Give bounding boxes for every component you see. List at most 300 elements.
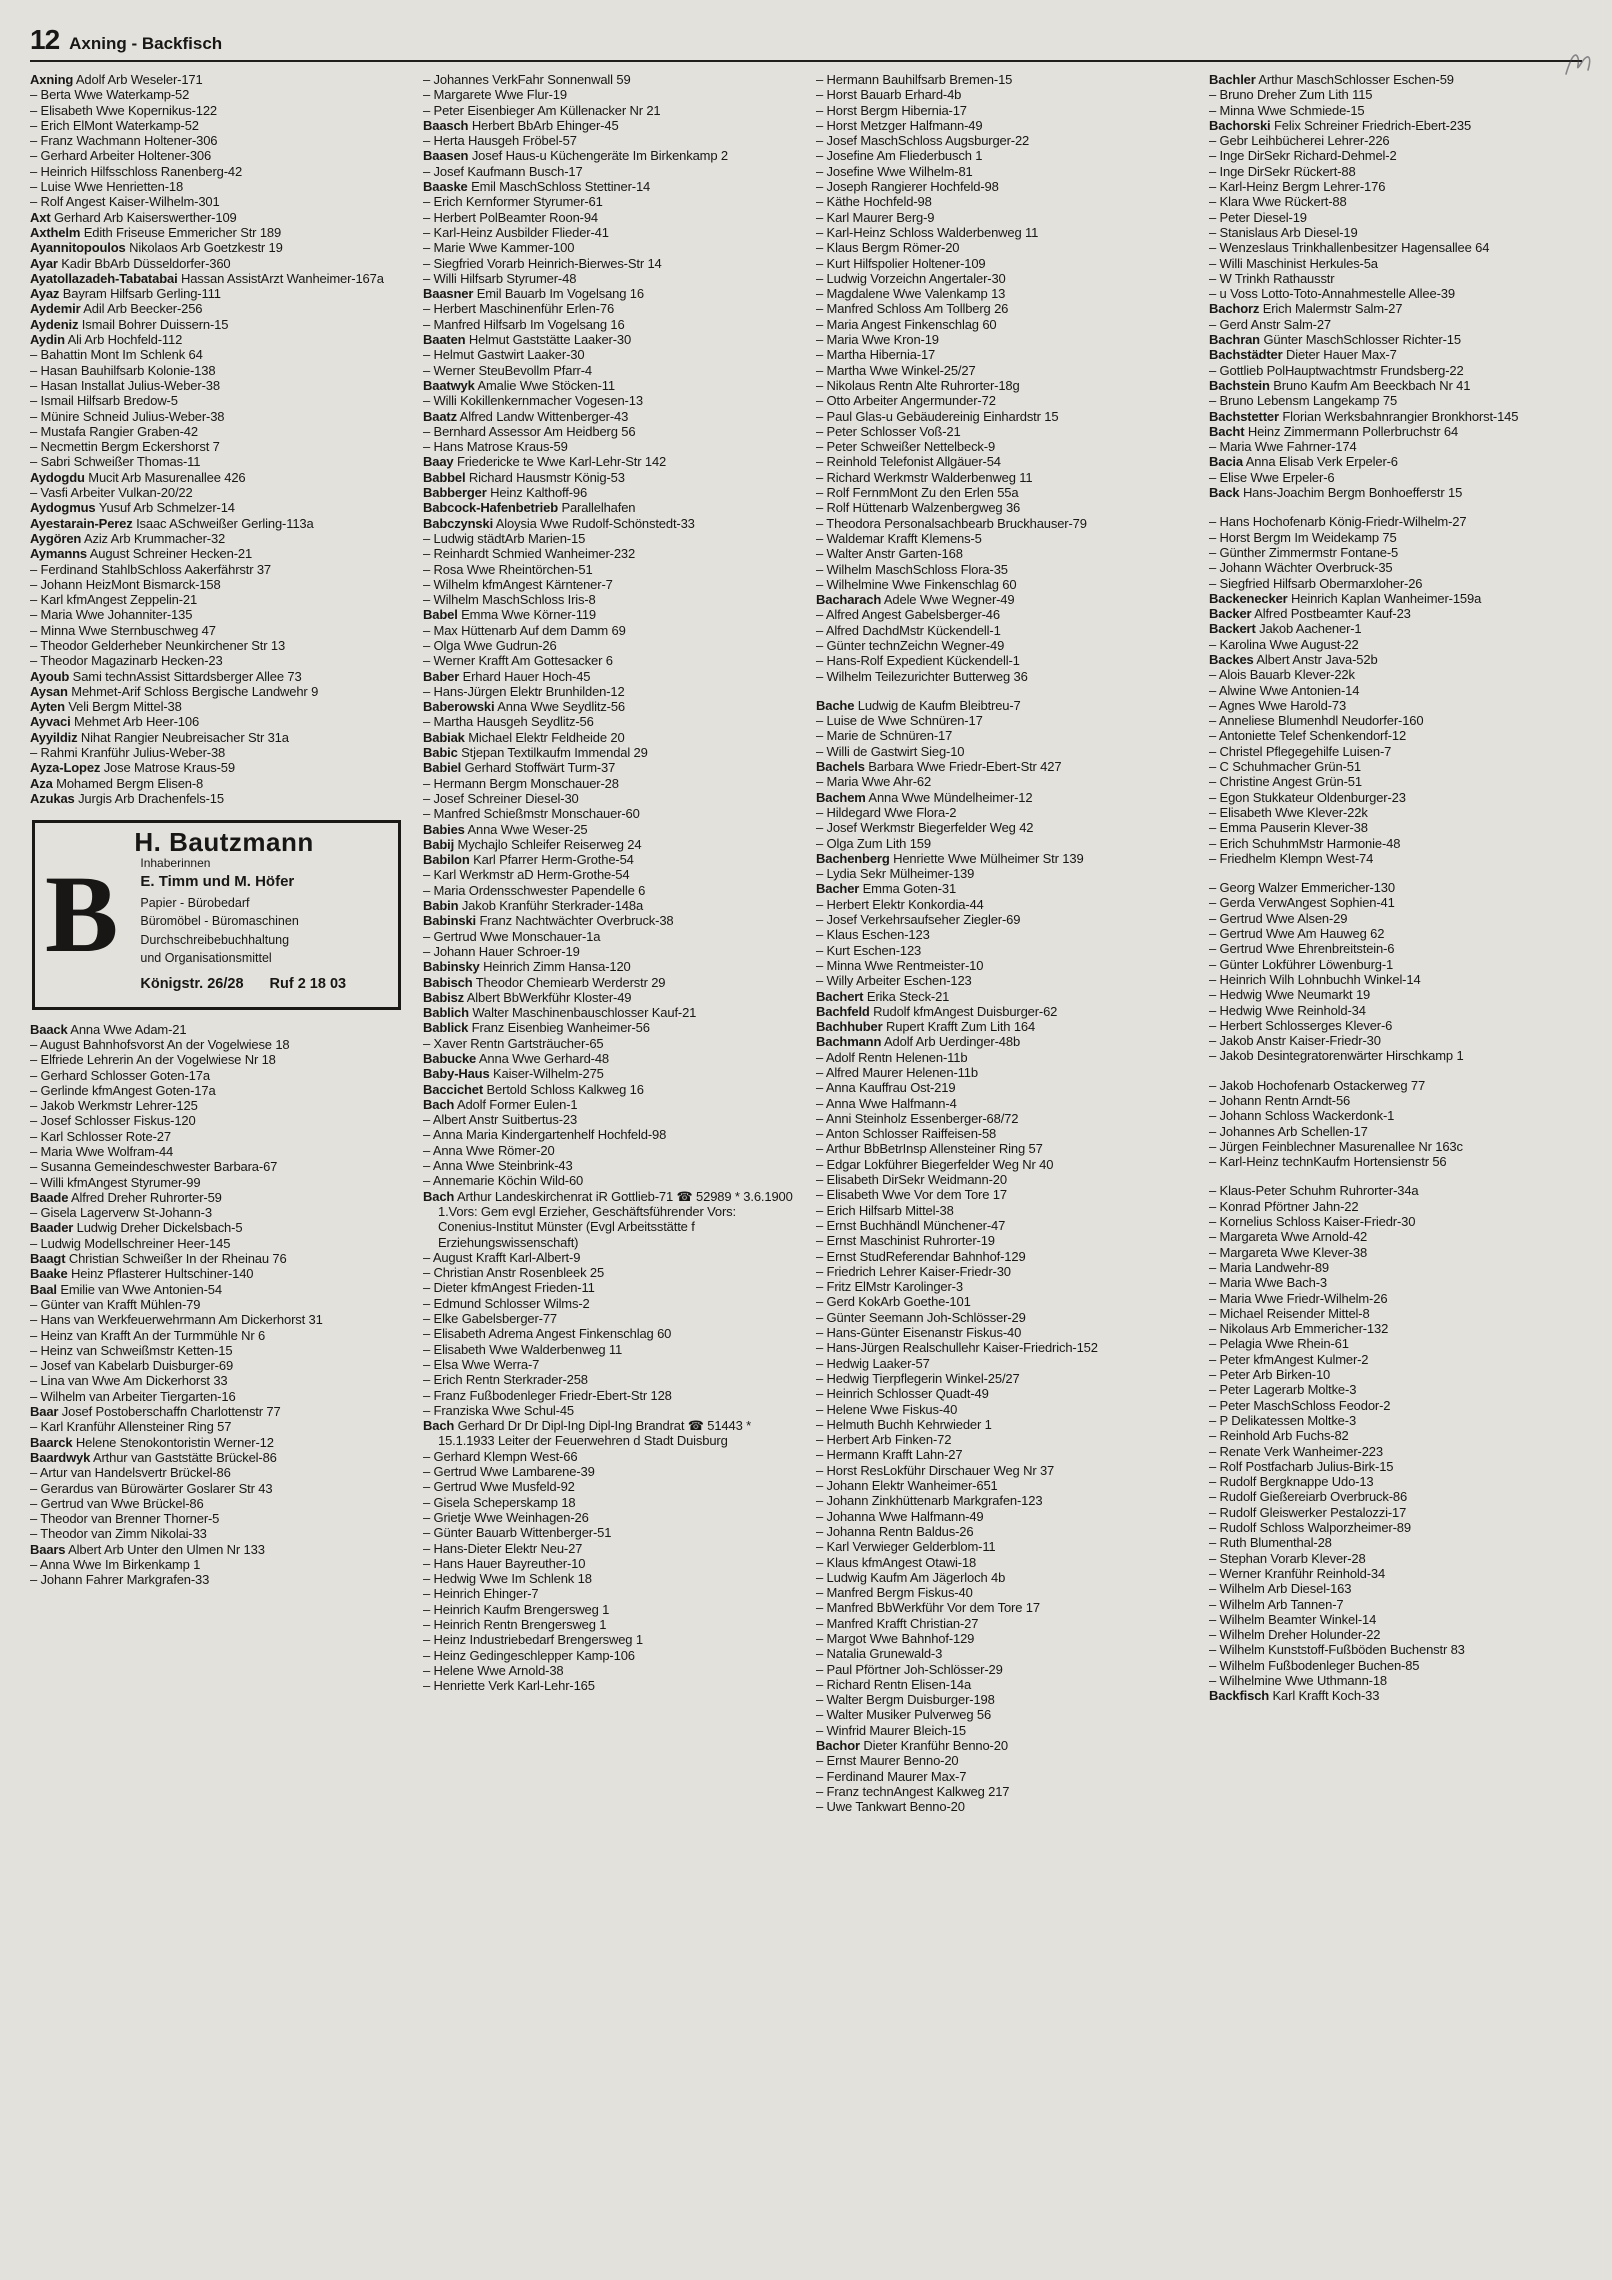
directory-entry: – Werner Kranführ Reinhold-34 [1209,1565,1386,1581]
entry-surname: Aysan [30,683,68,699]
directory-entry: – Artur van Handelsvertr Brückel-86 [30,1465,231,1481]
directory-entry: – Adolf Rentn Helenen-11b [816,1049,968,1065]
directory-entry: – Anneliese Blumenhdl Neudorfer-160 [1209,713,1424,729]
directory-entry: – Günter Lokführer Löwenburg-1 [1209,956,1394,972]
directory-entry: – Günther Zimmermstr Fontane-5 [1209,544,1399,560]
entry-surname: Axt [30,209,51,225]
directory-entry: – Karl Schlosser Rote-27 [30,1128,171,1144]
directory-entry: – Uwe Tankwart Benno-20 [816,1799,965,1815]
directory-entry: Aydogmus Yusuf Arb Schmelzer-14 [30,500,235,516]
entry-gap [1209,1169,1582,1183]
directory-entry: – Gottlieb PolHauptwachtmstr Frundsberg-22 [1209,362,1464,378]
directory-entry: – Sabri Schweißer Thomas-11 [30,454,201,470]
entry-surname: Baagt [30,1251,66,1267]
directory-entry: – Hans Hochofenarb König-Friedr-Wilhelm-27 [1209,514,1467,530]
directory-entry: – Egon Stukkateur Oldenburger-23 [1209,789,1406,805]
directory-entry: Ayatollazadeh-Tabatabai Hassan AssistArzt Wanheimer-167a [30,270,384,286]
directory-entry: – Siegfried Vorarb Heinrich-Bierwes-Str 14 [423,255,662,271]
directory-entry: – Johann Elektr Wanheimer-651 [816,1478,998,1494]
directory-entry: – Franz technAngest Kalkweg 217 [816,1783,1010,1799]
directory-entry: – Xaver Rentn Gartsträucher-65 [423,1035,604,1051]
directory-entry: – Wilhelm Fußbodenleger Buchen-85 [1209,1657,1420,1673]
directory-entry: Baatz Alfred Landw Wittenberger-43 [423,408,629,424]
entry-surname: Axthelm [30,224,81,240]
directory-entry: – Alfred DachdMstr Kückendell-1 [816,622,1001,638]
entries-block-1b [30,1022,403,1588]
directory-entry: Aysan Mehmet-Arif Schloss Bergische Landwehr 9 [30,683,319,699]
entry-surname: Axning [30,72,74,87]
directory-entry: Bach Adolf Former Eulen-1 [423,1096,578,1112]
directory-entry: – Emma Pauserin Klever-38 [1209,820,1368,836]
column-2 [423,72,796,1815]
entry-surname: Baake [30,1266,68,1282]
directory-entry: – Hermann Krafft Lahn-27 [816,1447,963,1463]
directory-entry: – Hermann Bauhilfsarb Bremen-15 [816,72,1013,87]
directory-entry: – Hildegard Wwe Flora-2 [816,804,957,820]
directory-entry: – Heinrich Kaufm Brengersweg 1 [423,1601,610,1617]
entry-surname: Baaske [423,179,468,195]
directory-entry: Babic Stjepan Textilkaufm Immendal 29 [423,745,648,761]
directory-entry: – Henriette Verk Karl-Lehr-165 [423,1678,595,1694]
directory-entry: – Helmuth Buchh Kehrwieder 1 [816,1416,992,1432]
handwritten-mark [1558,44,1598,84]
directory-entry: Babies Anna Wwe Weser-25 [423,821,588,837]
directory-entry: – Alwine Wwe Antonien-14 [1209,682,1360,698]
directory-entry: Babilon Karl Pfarrer Herm-Grothe-54 [423,852,634,868]
entry-surname: Babberger [423,485,487,501]
directory-entry: – Münire Schneid Julius-Weber-38 [30,408,225,424]
directory-entry: – Heinrich Schlosser Quadt-49 [816,1386,989,1402]
directory-entry: Bachmann Adolf Arb Uerdinger-48b [816,1034,1021,1050]
directory-entry: – Willi Kokillenkernmacher Vogesen-13 [423,393,643,409]
directory-entry: Bachels Barbara Wwe Friedr-Ebert-Str 427 [816,759,1062,775]
directory-entry: – Kornelius Schloss Kaiser-Friedr-30 [1209,1214,1416,1230]
directory-entry: – Horst Bergm Hibernia-17 [816,102,967,118]
directory-entry: Babinsky Heinrich Zimm Hansa-120 [423,959,631,975]
directory-entry: – Anna Kauffrau Ost-219 [816,1080,956,1096]
entry-surname: Ayza-Lopez [30,760,101,776]
directory-entry: – Klaus Bergm Römer-20 [816,240,960,256]
directory-entry: Bacia Anna Elisab Verk Erpeler-6 [1209,454,1398,470]
directory-entry: Aza Mohamed Bergm Elisen-8 [30,775,204,791]
directory-entry: Baars Albert Arb Unter den Ulmen Nr 133 [30,1541,265,1557]
directory-entry: Ayestarain-Perez Isaac ASchweißer Gerling-113a [30,515,314,531]
directory-entry: – Ferdinand StahlbSchloss Aakerfährstr 37 [30,561,271,577]
directory-entry: – Christine Angest Grün-51 [1209,774,1362,790]
directory-entry: – Karl-Heinz Schloss Walderbenweg 11 [816,224,1039,240]
directory-entry: – Theodora Personalsachbearb Bruckhauser-79 [816,515,1087,531]
directory-entry: – Johanna Wwe Halfmann-49 [816,1508,984,1524]
directory-entry: – Paul Pförtner Joh-Schlösser-29 [816,1661,1003,1677]
directory-entry: Baay Friedericke te Wwe Karl-Lehr-Str 142 [423,454,667,470]
entry-surname: Baade [30,1189,69,1205]
directory-entry: – August Bahnhofsvorst An der Vogelwiese 18 [30,1036,290,1052]
directory-entry: Babinski Franz Nachtwächter Overbruck-38 [423,913,674,929]
directory-entry: – Heinz van Krafft An der Turmmühle Nr 6 [30,1327,266,1343]
directory-entry: Baar Josef Postoberschaffn Charlottenstr 77 [30,1404,281,1420]
directory-entry: – Margareta Wwe Klever-38 [1209,1244,1368,1260]
entry-surname: Babcock-Hafenbetrieb [423,500,558,516]
entry-surname: Bachstetter [1209,408,1279,424]
entry-surname: Babisch [423,974,473,990]
entry-surname: Ayar [30,255,58,271]
directory-entry: – Karl-Heinz Bergm Lehrer-176 [1209,179,1386,195]
directory-entry: – Kurt Hilfspolier Holtener-109 [816,255,986,271]
entry-surname: Baasch [423,117,469,133]
entry-surname: Babczynski [423,515,494,531]
directory-entry: – Christian Anstr Rosenbleek 25 [423,1265,605,1281]
directory-entry: Backes Albert Anstr Java-52b [1209,651,1378,667]
directory-entry: Aydin Ali Arb Hochfeld-112 [30,332,183,348]
entry-surname: Bablich [423,1005,469,1021]
directory-entry: – Wilhelm MaschSchloss Iris-8 [423,592,596,608]
directory-entry: Baaske Emil MaschSchloss Stettiner-14 [423,179,651,195]
directory-entry: Babberger Heinz Kalthoff-96 [423,485,588,501]
entry-surname: Babies [423,821,465,837]
directory-entry: Ayyildiz Nihat Rangier Neubreisacher Str 31a [30,729,289,745]
directory-entry: – Heinz Gedingeschlepper Kamp-106 [423,1647,635,1663]
directory-entry: Bacharach Adele Wwe Wegner-49 [816,592,1015,608]
directory-entry: – Necmettin Bergm Eckershorst 7 [30,439,220,455]
ad-owners: E. Timm und M. Höfer [140,872,295,890]
directory-entry: – Günter van Krafft Mühlen-79 [30,1296,201,1312]
directory-entry: – Willi Maschinist Herkules-5a [1209,255,1378,271]
ad-text-block [134,827,388,993]
directory-entry: Baasch Herbert BbArb Ehinger-45 [423,117,619,133]
entry-surname: Ayvaci [30,714,71,730]
directory-entry: – Manfred BbWerkführ Vor dem Tore 17 [816,1600,1040,1616]
directory-entry: – Richard Werkmstr Walderbenweg 11 [816,469,1033,485]
directory-entry: – Walter Anstr Garten-168 [816,546,963,562]
directory-entry: – Herta Hausgeh Fröbel-57 [423,133,577,149]
directory-entry: – u Voss Lotto-Toto-Annahmestelle Allee-39 [1209,286,1455,302]
entry-surname: Ayten [30,699,65,715]
directory-entry: – Ludwig städtArb Marien-15 [423,530,586,546]
directory-entry: – Karl Maurer Berg-9 [816,209,935,225]
directory-entry: – Gertrud Wwe Ehrenbreitstein-6 [1209,941,1395,957]
entries-block-4 [1209,72,1582,1704]
directory-entry: – Werner Krafft Am Gottesacker 6 [423,653,613,669]
directory-entry: – Martha Hausgeh Seydlitz-56 [423,714,594,730]
directory-entry: – Fritz ElMstr Karolinger-3 [816,1279,963,1295]
directory-entry: Azukas Jurgis Arb Drachenfels-15 [30,790,224,806]
directory-entry: – Maria Wwe Kron-19 [816,332,939,348]
directory-entry: Babcock-Hafenbetrieb Parallelhafen [423,500,636,516]
directory-entry: – Franz Wachmann Holtener-306 [30,133,218,149]
directory-entry: Bablich Walter Maschinenbauschlosser Kauf-21 [423,1005,697,1021]
entry-surname: Baars [30,1541,66,1557]
directory-entry: – Martha Wwe Winkel-25/27 [816,362,976,378]
directory-entry: – Alois Bauarb Klever-22k [1209,667,1355,683]
directory-entry: Bachstetter Florian Werksbahnrangier Bronkhorst-145 [1209,408,1519,424]
directory-entry: – Hedwig Tierpflegerin Winkel-25/27 [816,1370,1020,1386]
directory-entry: – Anna Wwe Steinbrink-43 [423,1158,573,1174]
entry-surname: Aydogdu [30,469,85,485]
directory-entry: Axt Gerhard Arb Kaiserswerther-109 [30,209,237,225]
directory-entry: – Günter Bauarb Wittenberger-51 [423,1525,612,1541]
entry-surname: Aydogmus [30,500,96,516]
entry-surname: Babbel [423,469,466,485]
entry-surname: Bacher [816,881,860,897]
entry-surname: Baasner [423,286,474,302]
ad-service-line-3: Durchschreibebuchhaltung [140,932,290,947]
directory-entry: – Hans van Werkfeuerwehrmann Am Dickerhorst 31 [30,1312,323,1328]
entry-surname: Aydeniz [30,316,79,332]
directory-entry: – Walter Bergm Duisburger-198 [816,1692,995,1708]
entry-surname: Babij [423,836,455,852]
entry-surname: Baasen [423,148,469,164]
directory-entry: – C Schuhmacher Grün-51 [1209,759,1361,775]
entry-surname: Babic [423,745,458,761]
entry-surname: Ayatollazadeh-Tabatabai [30,270,178,286]
directory-entry: – Peter Lagerarb Moltke-3 [1209,1382,1357,1398]
directory-entry: Babel Emma Wwe Körner-119 [423,607,597,623]
directory-entry: Back Hans-Joachim Bergm Bonhoefferstr 15 [1209,485,1463,501]
directory-entry: – Maria Wwe Johanniter-135 [30,607,193,623]
directory-entry: Bachem Anna Wwe Mündelheimer-12 [816,789,1033,805]
directory-entry: – Elisabeth Wwe Walderbenweg 11 [423,1341,623,1357]
entry-surname: Babinsky [423,959,480,975]
directory-entry: – Walter Musiker Pulverweg 56 [816,1707,992,1723]
directory-entry: Ayten Veli Bergm Mittel-38 [30,699,182,715]
directory-entry: Backfisch Karl Krafft Koch-33 [1209,1688,1380,1704]
directory-entry: – Reinhardt Schmied Wanheimer-232 [423,546,636,562]
ad-company-name: H. Bautzmann [134,827,314,858]
directory-entry: – Josef Kaufmann Busch-17 [423,163,583,179]
directory-entry: – Friedhelm Klempn West-74 [1209,850,1374,866]
directory-entry: – Anton Schlosser Raiffeisen-58 [816,1126,997,1142]
directory-entry: – Friedrich Lehrer Kaiser-Friedr-30 [816,1263,1011,1279]
directory-entry: Bacher Emma Goten-31 [816,881,957,897]
directory-entry: – Gertrud Wwe Lambarene-39 [423,1464,595,1480]
entry-surname: Baardwyk [30,1449,91,1465]
directory-entry: – Erich Kernformer Styrumer-61 [423,194,603,210]
directory-entry: – Rudolf Gießereiarb Overbruck-86 [1209,1489,1408,1505]
directory-entry: – Rolf Postfacharb Julius-Birk-15 [1209,1458,1394,1474]
directory-entry: – Elsa Wwe Werra-7 [423,1356,540,1372]
directory-entry: Ayvaci Mehmet Arb Heer-106 [30,714,200,730]
directory-entry: – Karolina Wwe August-22 [1209,636,1359,652]
directory-entry: – Vasfi Arbeiter Vulkan-20/22 [30,485,193,501]
directory-entry: – Winfrid Maurer Bleich-15 [816,1722,966,1738]
directory-entry: – Reinhold Arb Fuchs-82 [1209,1428,1349,1444]
entry-surname: Bachorski [1209,117,1271,133]
directory-entry: – Minna Wwe Rentmeister-10 [816,957,984,973]
entry-surname: Bache [816,697,855,713]
entry-surname: Bach [423,1096,455,1112]
entry-surname: Bachenberg [816,850,890,866]
directory-entry: – Franziska Wwe Schul-45 [423,1402,575,1418]
entry-surname: Babel [423,607,458,623]
directory-entry: – Joseph Rangierer Hochfeld-98 [816,179,999,195]
directory-entry: Backer Alfred Postbeamter Kauf-23 [1209,606,1411,622]
directory-entry: – Erich SchuhmMstr Harmonie-48 [1209,835,1401,851]
directory-entry: – Wilhelm Arb Diesel-163 [1209,1581,1352,1597]
entry-surname: Baar [30,1404,59,1420]
entry-surname: Baatz [423,408,457,424]
directory-entry: Babisch Theodor Chemiearb Werderstr 29 [423,974,666,990]
directory-entry: Baberowski Anna Wwe Seydlitz-56 [423,699,626,715]
directory-entry: Bacht Heinz Zimmermann Pollerbruchstr 64 [1209,423,1459,439]
directory-entry: Babucke Anna Wwe Gerhard-48 [423,1051,609,1066]
directory-entry: – Ernst Buchhändl Münchener-47 [816,1217,1006,1233]
directory-entry: – Heinz van Schweißmstr Ketten-15 [30,1342,233,1358]
directory-entry: – Gerd KokArb Goethe-101 [816,1294,971,1310]
directory-entry: – Gerd Anstr Salm-27 [1209,316,1331,332]
directory-entry: – Alfred Maurer Helenen-11b [816,1065,978,1080]
ad-service-line-4: und Organisationsmittel [140,951,272,966]
directory-entry: – Hermann Bergm Monschauer-28 [423,775,619,791]
directory-entry: – Werner SteuBevollm Pfarr-4 [423,362,592,378]
entry-surname: Babisz [423,989,465,1005]
entry-surname: Bachem [816,789,866,805]
directory-entry: – Rudolf Schloss Walporzheimer-89 [1209,1520,1411,1536]
directory-entry: – Josef van Kabelarb Duisburger-69 [30,1358,234,1374]
directory-entry: – Elisabeth Wwe Klever-22k [1209,804,1368,820]
directory-entry: – Max Hüttenarb Auf dem Damm 69 [423,622,626,638]
directory-entry: – Gebr Leihbücherei Lehrer-226 [1209,133,1390,149]
directory-entry: – Margot Wwe Bahnhof-129 [816,1630,975,1646]
directory-entry: – Jakob Hochofenarb Ostackerweg 77 [1209,1077,1426,1093]
entry-surname: Aymanns [30,546,87,562]
entry-surname: Babiel [423,760,462,776]
entry-surname: Baatwyk [423,377,475,393]
directory-entry: Backert Jakob Aachener-1 [1209,621,1362,637]
directory-entry: – Reinhold Telefonist Allgäuer-54 [816,454,1001,470]
directory-entry: Babij Mychajlo Schleifer Reiserweg 24 [423,836,642,852]
directory-entry: – Rosa Wwe Rheintörchen-51 [423,561,593,577]
directory-entry: – Herbert Elektr Konkordia-44 [816,896,984,912]
directory-entry: – Klara Wwe Rückert-88 [1209,194,1347,210]
directory-entry: – Horst Metzger Halfmann-49 [816,117,983,133]
directory-entry: – Wenzeslaus Trinkhallenbesitzer Hagensallee 64 [1209,240,1490,256]
directory-entry: Bachenberg Henriette Wwe Mülheimer Str 139 [816,850,1084,866]
entry-surname: Baack [30,1021,68,1037]
directory-entry: – Annemarie Köchin Wild-60 [423,1173,584,1189]
directory-entry: – Peter Schlosser Voß-21 [816,423,961,439]
directory-entry: – Gertrud Wwe Monschauer-1a [423,928,601,944]
ad-footer [140,977,388,992]
directory-entry: – Gertrud Wwe Alsen-29 [1209,910,1348,926]
directory-entry: – Wilhelm van Arbeiter Tiergarten-16 [30,1388,236,1404]
directory-entry: – Willy Arbeiter Eschen-123 [816,973,972,989]
entry-gap [1209,866,1582,880]
directory-entry: – Josef Verkehrsaufseher Ziegler-69 [816,912,1021,928]
directory-entry: – Heinrich Ehinger-7 [423,1586,539,1602]
directory-entry: – Wilhelm Dreher Holunder-22 [1209,1627,1381,1643]
entry-surname: Backer [1209,606,1252,622]
directory-entry: – Horst Bauarb Erhard-4b [816,87,962,103]
entry-surname: Baby-Haus [423,1066,490,1082]
directory-entry: – Wilhelmine Wwe Finkenschlag 60 [816,576,1017,592]
directory-entry: – Anna Maria Kindergartenhelf Hochfeld-98 [423,1127,667,1143]
directory-entry: – Klaus-Peter Schuhm Ruhrorter-34a [1209,1183,1419,1199]
directory-entry: – Gerda VerwAngest Sophien-41 [1209,895,1395,911]
directory-entry: – Johann Wächter Overbruck-35 [1209,560,1393,576]
directory-entry: – Elisabeth Adrema Angest Finkenschlag 60 [423,1326,672,1342]
directory-entry: Baaten Helmut Gaststätte Laaker-30 [423,332,632,348]
directory-entry: – Albert Anstr Suitbertus-23 [423,1112,578,1128]
entry-surname: Bachler [1209,72,1256,87]
entry-surname: Babucke [423,1051,477,1066]
directory-entry: – Maria Landwehr-89 [1209,1259,1329,1275]
directory-entry: Aydeniz Ismail Bohrer Duissern-15 [30,316,229,332]
directory-entry: Bablick Franz Eisenbieg Wanheimer-56 [423,1020,650,1036]
directory-entry: – Rolf FernmMont Zu den Erlen 55a [816,485,1019,501]
directory-entry: – Hedwig Wwe Reinhold-34 [1209,1002,1366,1018]
entry-gap [816,684,1189,698]
directory-entry: – Kurt Eschen-123 [816,942,922,958]
directory-entry: – Edgar Lokführer Biegerfelder Weg Nr 40 [816,1156,1054,1172]
entry-surname: Babilon [423,852,470,868]
entry-surname: Bacia [1209,454,1243,470]
directory-entry: – Erich ElMont Waterkamp-52 [30,117,199,133]
directory-entry: – Wilhelm Teilezurichter Butterweg 36 [816,668,1028,684]
directory-entry: – Margarete Wwe Flur-19 [423,87,567,103]
directory-entry: – Peter Schweißer Nettelbeck-9 [816,439,996,455]
entry-surname: Baarck [30,1434,73,1450]
directory-entry: Bachorski Felix Schreiner Friedrich-Ebert-235 [1209,117,1472,133]
advertisement-bautzmann [32,820,401,1009]
directory-entry: – Ernst Maurer Benno-20 [816,1753,959,1769]
entry-surname: Bachorz [1209,301,1260,317]
directory-entry: – Josef Schreiner Diesel-30 [423,790,579,806]
directory-entry: Aydemir Adil Arb Beecker-256 [30,301,203,317]
directory-entry: – Anni Steinholz Essenberger-68/72 [816,1110,1019,1126]
directory-entry: – Johann Hauer Schroer-19 [423,943,580,959]
directory-entry: Bachran Günter MaschSchlosser Richter-15 [1209,332,1461,348]
directory-entry: – Heinz Industriebedarf Brengersweg 1 [423,1632,643,1648]
entry-gap [1209,500,1582,514]
directory-entry: – Gertrud Wwe Musfeld-92 [423,1479,575,1495]
entry-surname: Aza [30,775,53,791]
directory-entry: Bachstein Bruno Kaufm Am Beeckbach Nr 41 [1209,377,1471,393]
directory-entry: – Bruno Dreher Zum Lith 115 [1209,87,1373,103]
directory-entry: Ayza-Lopez Jose Matrose Kraus-59 [30,760,235,776]
directory-entry: – Johann HeizMont Bismarck-158 [30,576,221,592]
directory-entry: – Horst ResLokführ Dirschauer Weg Nr 37 [816,1462,1055,1478]
directory-entry: – Theodor Magazinarb Hecken-23 [30,653,223,669]
directory-entry: – Gerlinde kfmAngest Goten-17a [30,1082,216,1098]
directory-entry: – Marie Wwe Kammer-100 [423,240,575,256]
directory-entry: – Gerhard Klempn West-66 [423,1448,578,1464]
directory-entry: Bachert Erika Steck-21 [816,988,950,1004]
directory-entry: – Hans Matrose Kraus-59 [423,439,568,455]
directory-entry: Bachor Dieter Kranführ Benno-20 [816,1738,1008,1754]
directory-entry: Baarck Helene Stenokontoristin Werner-12 [30,1434,274,1450]
directory-entry: Ayaz Bayram Hilfsarb Gerling-111 [30,286,221,302]
directory-entry: – Bernhard Assessor Am Heidberg 56 [423,423,636,439]
directory-entry: Baasner Emil Bauarb Im Vogelsang 16 [423,286,644,302]
ad-address: Königstr. 26/28 [140,976,244,993]
directory-entry: – Hans-Rolf Expedient Kückendell-1 [816,653,1020,669]
column-3 [816,72,1189,1815]
directory-entry: – Willi Hilfsarb Styrumer-48 [423,270,577,286]
directory-entry: – Elise Wwe Erpeler-6 [1209,469,1335,485]
directory-entry: Aygören Aziz Arb Krummacher-32 [30,530,226,546]
directory-entry: – Maria Wwe Friedr-Wilhelm-26 [1209,1290,1388,1306]
directory-entry: – Johannes VerkFahr Sonnenwall 59 [423,72,631,87]
directory-entry: – Helmut Gastwirt Laaker-30 [423,347,585,363]
directory-entry: Bach Gerhard Dr Dr Dipl-Ing Dipl-Ing Brandrat ☎ 51443 * 15.1.1933 Leiter der Feuerwehren d Stadt Duisburg [423,1418,752,1449]
entry-surname: Ayoub [30,668,70,684]
page-number: 12 [30,24,60,55]
directory-entry: – Theodor van Zimm Nikolai-33 [30,1526,207,1542]
directory-entry: – P Delikatessen Moltke-3 [1209,1412,1357,1428]
directory-entry: – Klaus Eschen-123 [816,927,930,943]
directory-entry: – Karl Werkmstr aD Herm-Grothe-54 [423,867,630,883]
directory-entry: – Maria Wwe Ahr-62 [816,774,932,790]
